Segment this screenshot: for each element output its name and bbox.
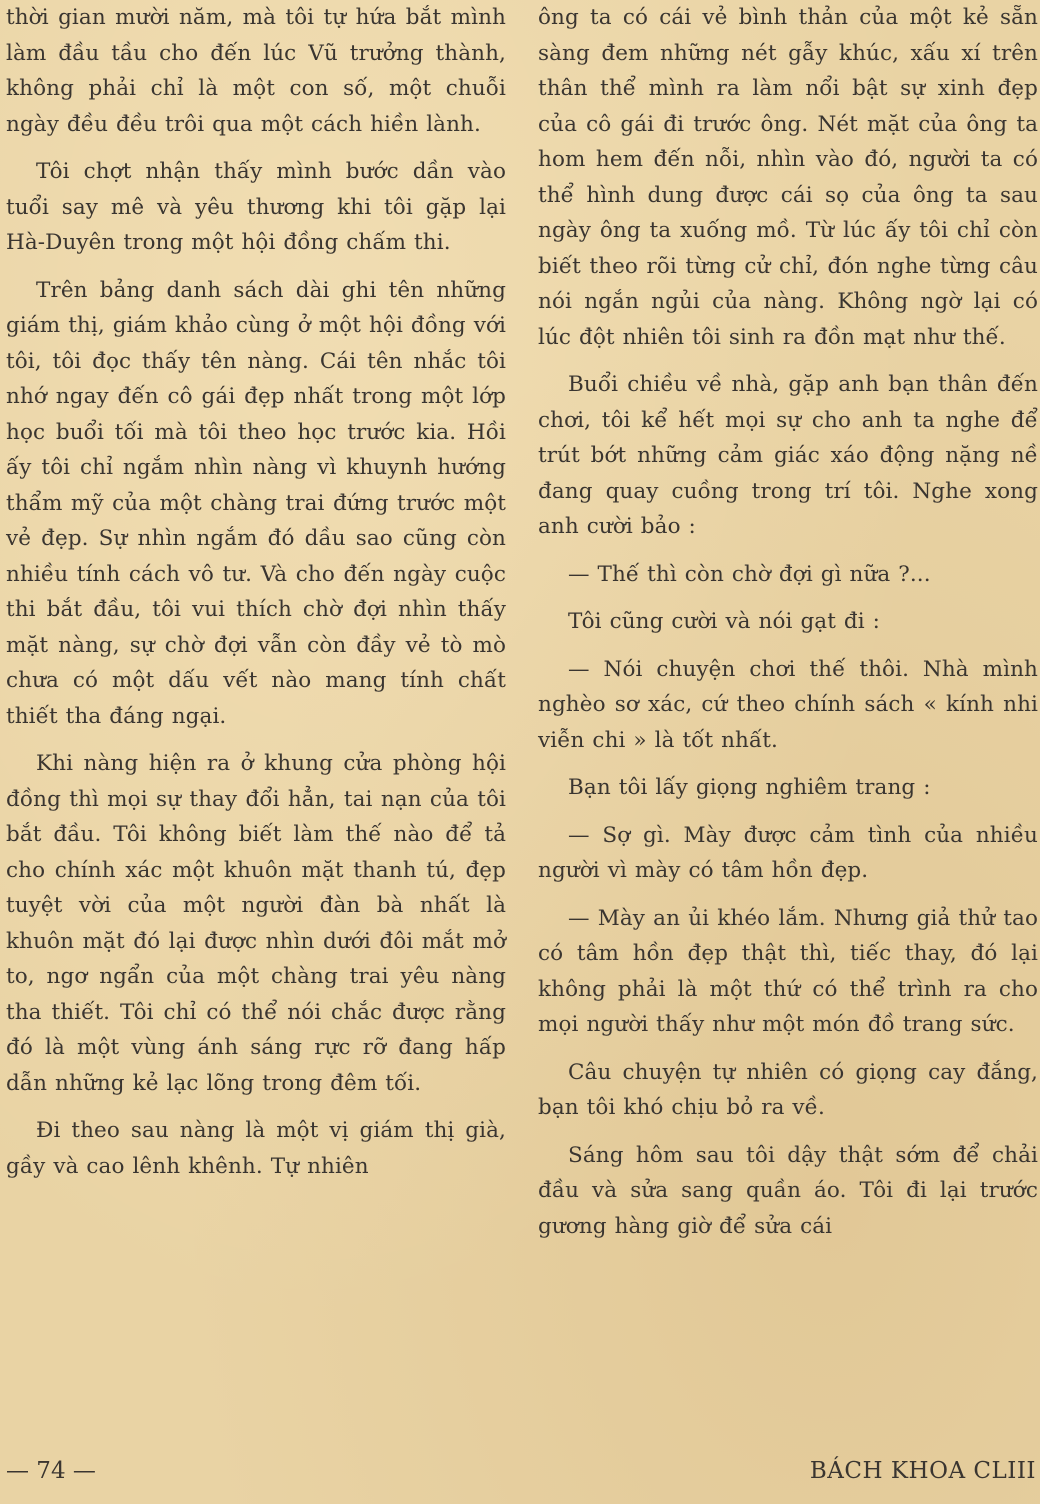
paragraph: Tôi cũng cười và nói gạt đi : — [568, 609, 881, 634]
paragraph: thời gian mười năm, mà tôi tự hứa bắt mình làm đầu tầu cho đến lúc Vũ trưởng thành, không phải chỉ là một con số, một chuỗi ngày đều đều trôi qua một cách hiền lành. — [6, 5, 506, 137]
left-column — [6, 0, 506, 1196]
paragraph: Bạn tôi lấy giọng nghiêm trang : — [568, 775, 931, 800]
dialogue-line: — Nói chuyện chơi thế thôi. Nhà mình nghèo sơ xác, cứ theo chính sách « kính nhi viễn chi » là tốt nhất. — [538, 656, 1038, 753]
dialogue-line: — Mày an ủi khéo lắm. Nhưng giả thử tao có tâm hồn đẹp thật thì, tiếc thay, đó lại không phải là một thứ có thể trình ra cho mọi người thấy như một món đồ trang sức. — [538, 905, 1038, 1037]
page-footer — [0, 1458, 1040, 1498]
running-title: BÁCH KHOA CLIII — [809, 1458, 1036, 1484]
paragraph: Trên bảng danh sách dài ghi tên những giám thị, giám khảo cùng ở một hội đồng với tôi, tôi đọc thấy tên nàng. Cái tên nhắc tôi nhớ ngay đến cô gái đẹp nhất trong một lớp học buổi tối mà tôi theo học trước kia. Hồi ấy tôi chỉ ngắm nhìn nàng vì khuynh hướng thẩm mỹ của một chàng trai đứng trước một vẻ đẹp. Sự nhìn ngắm đó dầu sao cũng còn nhiều tính cách vô tư. Và cho đến ngày cuộc thi bắt đầu, tôi vui thích chờ đợi nhìn thấy mặt nàng, sự chờ đợi vẫn còn đầy vẻ tò mò chưa có một dấu vết nào mang tính chất thiết tha đáng ngại. — [6, 277, 506, 729]
right-column — [538, 0, 1038, 1256]
paragraph: Buổi chiều về nhà, gặp anh bạn thân đến chơi, tôi kể hết mọi sự cho anh ta nghe để trút bớt những cảm giác xáo động nặng nề đang quay cuồng trong trí tôi. Nghe xong anh cười bảo : — [538, 372, 1038, 539]
page-number: — 74 — — [6, 1458, 96, 1484]
paragraph: Tôi chợt nhận thấy mình bước dần vào tuổi say mê và yêu thương khi tôi gặp lại Hà-Duyên trong một hội đồng chấm thi. — [6, 159, 506, 255]
paragraph: Sáng hôm sau tôi dậy thật sớm để chải đầu và sửa sang quần áo. Tôi đi lại trước gương hàng giờ để sửa cái — [538, 1142, 1038, 1239]
dialogue-line: — Thế thì còn chờ đợi gì nữa ?... — [568, 561, 931, 587]
paragraph: Khi nàng hiện ra ở khung cửa phòng hội đồng thì mọi sự thay đổi hẳn, tai nạn của tôi bắt đầu. Tôi không biết làm thế nào để tả cho chính xác một khuôn mặt thanh tú, đẹp tuyệt vời của một người đàn bà nhất là khuôn mặt đó lại được nhìn dưới đôi mắt mở to, ngơ ngẩn của một chàng trai yêu nàng tha thiết. Tôi chỉ có thể nói chắc được rằng đó là một vùng ánh sáng rực rỡ đang hấp dẫn những kẻ lạc lõng trong đêm tối. — [6, 751, 506, 1096]
paragraph: ông ta có cái vẻ bình thản của một kẻ sẵn sàng đem những nét gẫy khúc, xấu xí trên thân thể mình ra làm nổi bật sự xinh đẹp của cô gái đi trước ông. Nét mặt của ông ta hom hem đến nỗi, nhìn vào đó, người ta có thể hình dung được cái sọ của ông ta sau ngày ông ta xuống mồ. Từ lúc ấy tôi chỉ còn biết theo rõi từng cử chỉ, đón nghe từng câu nói ngắn ngủi của nàng. Không ngờ lại có lúc đột nhiên tôi sinh ra đồn mạt như thế. — [538, 5, 1038, 350]
dialogue-line: — Sợ gì. Mày được cảm tình của nhiều người vì mày có tâm hồn đẹp. — [538, 822, 1038, 883]
paragraph: Câu chuyện tự nhiên có giọng cay đắng, bạn tôi khó chịu bỏ ra về. — [538, 1059, 1038, 1120]
paragraph: Đi theo sau nàng là một vị giám thị già, gầy và cao lênh khênh. Tự nhiên — [6, 1118, 506, 1179]
